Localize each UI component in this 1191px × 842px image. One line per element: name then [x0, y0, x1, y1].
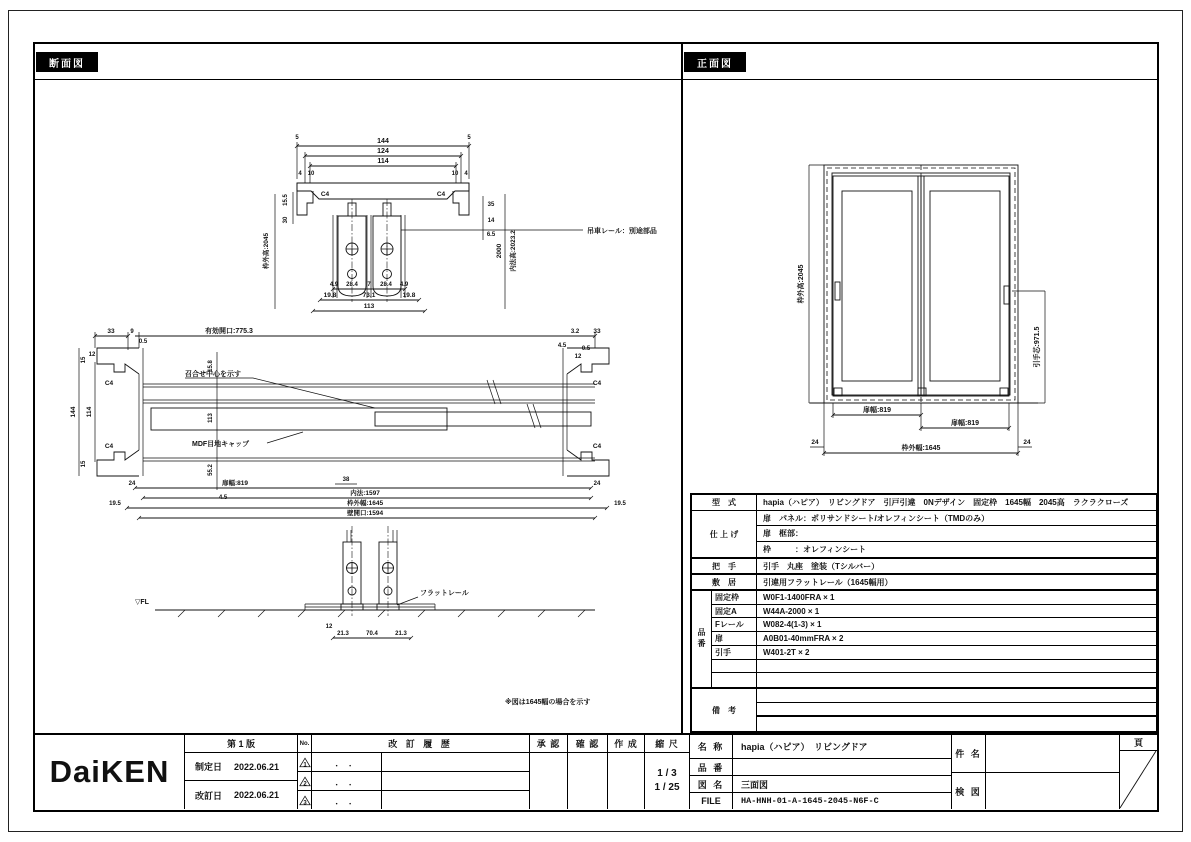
- dim-mid-113: 113: [208, 413, 214, 423]
- section-view-title: 断面図: [36, 52, 98, 72]
- create-label: 作 成: [608, 735, 644, 753]
- front-view-drawing: [682, 44, 1157, 493]
- spec-notes-label: 備 考: [692, 689, 757, 731]
- dim-28-4a: 28.4: [346, 282, 358, 288]
- dim-mid-114: 114: [86, 406, 93, 418]
- dim-mid-15-8: 15.8: [208, 360, 214, 372]
- project-label: 件 名: [952, 735, 986, 772]
- dim-2000: 2000: [496, 243, 503, 259]
- name-block: [690, 735, 952, 809]
- spec-finish-jamb: 枠 ：オレフィンシート: [763, 544, 867, 554]
- item-label: 品 番: [690, 759, 733, 775]
- dim-top-10l: 10: [307, 171, 315, 177]
- dim-inner-1597: 内法:1597: [350, 490, 380, 497]
- dim-30: 30: [283, 216, 289, 224]
- front-view-title: 正面図: [684, 52, 746, 72]
- dim-bot-12: 12: [325, 624, 333, 630]
- rev-date-2: ． ．: [312, 772, 382, 790]
- dwg-name-label: 図 名: [690, 776, 733, 792]
- spec-part-name: [712, 673, 757, 687]
- dim-mid-38: 38: [342, 477, 350, 483]
- spec-part-row: [712, 660, 1156, 674]
- project-block: [952, 735, 1120, 809]
- scale-label: 縮 尺: [645, 735, 689, 753]
- chamfer-c4-mid-lt: C4: [104, 380, 114, 387]
- dim-mid-15b: 15: [81, 460, 87, 468]
- spec-handle-value: 引手 丸座 塗装（Tシルバー）: [763, 561, 880, 571]
- edition-cell: [185, 735, 298, 809]
- spec-finish-frame-part: 扉 框部：: [757, 526, 1156, 541]
- dim-113: 113: [363, 303, 375, 310]
- spec-part-row: [712, 605, 1156, 619]
- rev-no-label: No.: [298, 735, 311, 753]
- chamfer-c4-mid-rb: C4: [592, 443, 602, 450]
- confirm-label: 確 認: [568, 735, 607, 753]
- spec-parts-label: 品番: [692, 591, 712, 687]
- width-case-note: ※図は1645幅の場合を示す: [505, 699, 591, 706]
- dim-top-4r: 4: [464, 171, 468, 177]
- enact-label: 制定日: [195, 762, 223, 772]
- rev-mark-1: [298, 753, 311, 772]
- dim-top-124: 124: [377, 148, 389, 155]
- dim-top-114: 114: [377, 158, 389, 165]
- front-frame-width: 枠外幅:1645: [901, 445, 941, 452]
- revise-date: 2022.06.21: [234, 790, 280, 800]
- dim-frame-1645: 枠外幅:1645: [346, 500, 384, 507]
- svg-text:2: 2: [302, 780, 307, 787]
- section-view-drawing: [35, 44, 681, 733]
- rev-date-1: ． ．: [312, 753, 382, 771]
- spec-part-name: [712, 660, 757, 673]
- dim-mid-33r: 33: [593, 328, 601, 335]
- spec-part-name: 扉: [712, 632, 757, 645]
- spec-sill-label: 敷 居: [692, 575, 757, 589]
- spec-part-row: [712, 632, 1156, 646]
- page-label: 頁: [1120, 735, 1157, 751]
- dim-mid-24l: 24: [128, 481, 136, 487]
- dim-6-5: 6.5: [486, 232, 496, 238]
- rev-mark-2: [298, 772, 311, 791]
- dim-mid-3-2: 3.2: [570, 329, 580, 335]
- spec-finish-panel: 扉 パネル：ポリサンドシート/オレフィンシート（TMDのみ）: [757, 511, 1156, 526]
- enact-date: 2022.06.21: [234, 761, 280, 772]
- dim-top-10r: 10: [451, 171, 459, 177]
- dim-35: 35: [487, 202, 495, 208]
- chamfer-c4-top-left: C4: [320, 191, 330, 198]
- spec-part-value: W082-4(1-3) × 1: [763, 620, 822, 630]
- revision-history: [312, 735, 530, 809]
- scale-value-1: 1 / 3: [657, 767, 677, 779]
- name-label: 名 称: [690, 735, 733, 758]
- file-value: HA-HNH-01-A-1645-2045-N6F-C: [741, 796, 879, 806]
- dim-21-3a: 21.3: [337, 631, 349, 637]
- spec-part-name: Fレール: [712, 618, 757, 631]
- spec-part-value: W0F1-1400FRA × 1: [763, 592, 835, 602]
- item-value: [733, 759, 951, 775]
- scale-cell: [645, 735, 690, 809]
- dim-top-5l: 5: [295, 135, 299, 141]
- review-label: 検 図: [952, 773, 986, 809]
- revision-history-label: 改 訂 履 歴: [312, 735, 529, 753]
- rev-date-3: ． ．: [312, 791, 382, 809]
- dim-28-4b: 28.4: [380, 282, 392, 288]
- revise-label: 改訂日: [195, 790, 223, 801]
- spec-row-notes: [692, 689, 1156, 731]
- rev-no-column: [298, 735, 312, 809]
- dim-19-8b: 19.8: [402, 292, 416, 299]
- spec-part-row: [712, 646, 1156, 660]
- front-24-right: 24: [1023, 439, 1031, 446]
- front-24-left: 24: [811, 439, 819, 446]
- spec-model-label: 型 式: [692, 495, 757, 510]
- spec-row-sill: [692, 575, 1156, 591]
- spec-sill-value: 引違用フラットレール（1645幅用）: [763, 577, 893, 587]
- chamfer-c4-mid-rt: C4: [592, 380, 602, 387]
- floor-level-mark: ▽FL: [135, 599, 149, 606]
- front-door-width-left: 扉幅:819: [862, 407, 892, 414]
- dim-19-5r: 19.5: [614, 501, 626, 507]
- approve-cell: [530, 735, 568, 809]
- scale-value-2: 1 / 25: [654, 781, 680, 793]
- spec-notes-line2: [757, 703, 1156, 717]
- dim-effective-opening: 有効開口:775.3: [205, 328, 253, 335]
- spec-part-value: W401-2T × 2: [763, 647, 810, 657]
- confirm-cell: [568, 735, 608, 809]
- dim-19-5l: 19.5: [109, 501, 121, 507]
- dim-wall-1594: 壁開口:1594: [346, 510, 384, 517]
- dim-mid-55-2: 55.2: [208, 464, 214, 476]
- spec-part-value: A0B01-40mmFRA × 2: [763, 634, 844, 644]
- review-value: [986, 773, 1119, 809]
- chamfer-c4-mid-lb: C4: [104, 443, 114, 450]
- spec-part-row: [712, 673, 1156, 687]
- dim-mid-door819: 扉幅:819: [221, 480, 249, 487]
- dim-21-3b: 21.3: [395, 631, 407, 637]
- dim-top-5r: 5: [467, 135, 471, 141]
- spec-part-value: W44A-2000 × 1: [763, 606, 820, 616]
- dim-mid-15t: 15: [81, 356, 87, 364]
- front-handle-height: 引手芯:971.5: [1034, 326, 1041, 368]
- svg-text:3: 3: [302, 800, 307, 807]
- spec-part-value: [757, 673, 1156, 687]
- spec-part-name: 引手: [712, 646, 757, 659]
- dim-mid-0-5l: 0.5: [138, 339, 148, 345]
- svg-text:1: 1: [302, 761, 307, 768]
- flat-rail-label: フラットレール: [420, 590, 469, 597]
- chamfer-c4-top-right: C4: [436, 191, 446, 198]
- create-cell: [608, 735, 645, 809]
- dim-inner-height: 内法高:2023.2: [510, 230, 517, 272]
- dim-70-4: 70.4: [366, 631, 378, 637]
- spec-handle-label: 把 手: [692, 559, 757, 573]
- spec-part-name: 固定枠: [712, 591, 757, 604]
- spec-part-row: [712, 618, 1156, 632]
- dim-top-4l: 4: [298, 171, 302, 177]
- dim-mid-4-5: 4.5: [557, 343, 567, 349]
- spec-part-value: [757, 660, 1156, 673]
- dim-mid-24r: 24: [593, 481, 601, 487]
- dim-mid-4-5b: 4.5: [218, 495, 228, 501]
- dim-top-144: 144: [377, 138, 389, 145]
- front-door-width-right: 扉幅:819: [950, 420, 980, 427]
- front-frame-height: 枠外高:2045: [798, 264, 805, 304]
- dwg-name-value: 三面図: [741, 779, 769, 790]
- project-value: [986, 735, 1119, 772]
- spec-row-model: [692, 495, 1156, 511]
- approve-label: 承 認: [530, 735, 567, 753]
- spec-notes-line1: [757, 689, 1156, 703]
- page-diagonal: [1120, 751, 1156, 808]
- spec-model-value: hapia（ハピア） リビングドア 引戸引違 0Nデザイン 固定枠 1645幅 2045高 ラクラクローズ: [763, 498, 1129, 507]
- file-label: FILE: [690, 793, 733, 809]
- dim-frame-height: 枠外高:2045: [263, 232, 270, 270]
- rev-mark-3: [298, 791, 311, 810]
- mdf-cap-note: MDF目地キャップ: [192, 441, 250, 448]
- dim-4-9a: 4.9: [329, 282, 339, 288]
- dim-mid-9: 9: [130, 329, 134, 335]
- spec-row-parts: [692, 591, 1156, 689]
- dim-73-1: 73.1: [362, 292, 376, 299]
- page-cell: [1120, 735, 1157, 809]
- daiken-logo: DaiKEN: [35, 735, 185, 809]
- dim-4-9b: 4.9: [399, 282, 409, 288]
- edition-label: 第 1 版: [185, 735, 297, 753]
- spec-part-name: 固定A: [712, 605, 757, 618]
- spec-part-row: [712, 591, 1156, 605]
- name-value: hapia（ハピア） リビングドア: [741, 742, 868, 752]
- spec-finish-label: 仕 上 げ: [692, 511, 757, 557]
- dim-mid-33l: 33: [107, 328, 115, 335]
- meeting-center-note: 召合せ中心を示す: [185, 371, 241, 378]
- spec-row-finish: [692, 511, 1156, 559]
- spec-row-handle: [692, 559, 1156, 575]
- spec-table: [690, 493, 1158, 733]
- dim-mid-144: 144: [70, 406, 77, 418]
- dim-mid-0-5r: 0.5: [581, 346, 591, 352]
- dim-15-5: 15.5: [283, 194, 289, 206]
- rail-callout: 吊車レール：別途部品: [587, 228, 657, 235]
- dim-mid-12r: 12: [574, 354, 582, 360]
- dim-14: 14: [487, 218, 495, 224]
- dim-19-8a: 19.8: [323, 292, 337, 299]
- dim-7: 7: [367, 282, 371, 288]
- dim-mid-12l: 12: [88, 352, 96, 358]
